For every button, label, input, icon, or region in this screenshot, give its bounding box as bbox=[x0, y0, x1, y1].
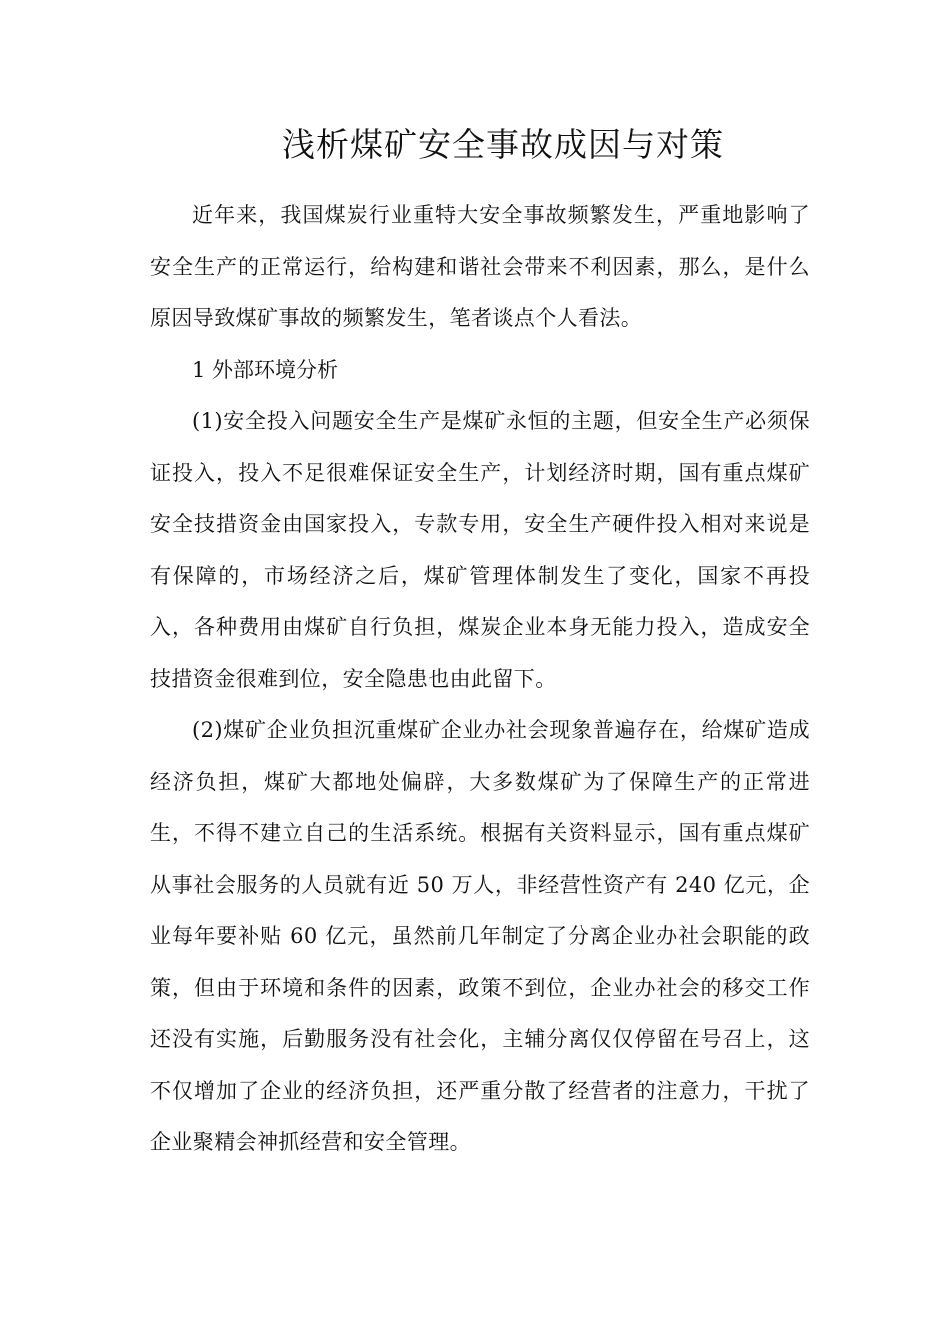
intro-paragraph: 近年来，我国煤炭行业重特大安全事故频繁发生，严重地影响了安全生产的正常运行，给构建和谐社会带来不利因素，那么，是什么原因导致煤矿事故的频繁发生，笔者谈点个人看法。 bbox=[150, 203, 810, 330]
paragraph-1: (1)安全投入问题安全生产是煤矿永恒的主题，但安全生产必须保证投入，投入不足很难保证安全生产，计划经济时期，国有重点煤矿安全技措资金由国家投入，专款专用，安全生产硬件投入相对来说是有保障的，市场经济之后，煤矿管理体制发生了变化，国家不再投入，各种费用由煤矿自行负担，煤炭企业本身无能力投入，造成安全技措资金很难到位，安全隐患也由此留下。 bbox=[150, 409, 810, 691]
section-heading: 1 外部环境分析 bbox=[192, 357, 339, 382]
paragraph-2: (2)煤矿企业负担沉重煤矿企业办社会现象普遍存在，给煤矿造成经济负担，煤矿大都地处偏辟，大多数煤矿为了保障生产的正常进生，不得不建立自己的生活系统。根据有关资料显示，国有重点煤矿从事社会服务的人员就有近 50 万人，非经营性资产有 240 亿元，企业每年要补贴 60 亿元，虽然前几年制定了分离企业办社会职能的政策，但由于环境和条件的因素，政策不到位，企业办社会的移交工作还没有实施，后勤服务没有社会化，主辅分离仅仅停留在号召上，这不仅增加了企业的经济负担，还严重分散了经营者的注意力，干扰了企业聚精会神抓经营和安全管理。 bbox=[150, 718, 810, 1154]
document-body bbox=[150, 190, 810, 1169]
document-title: 浅析煤矿安全事故成因与对策 bbox=[282, 125, 724, 164]
